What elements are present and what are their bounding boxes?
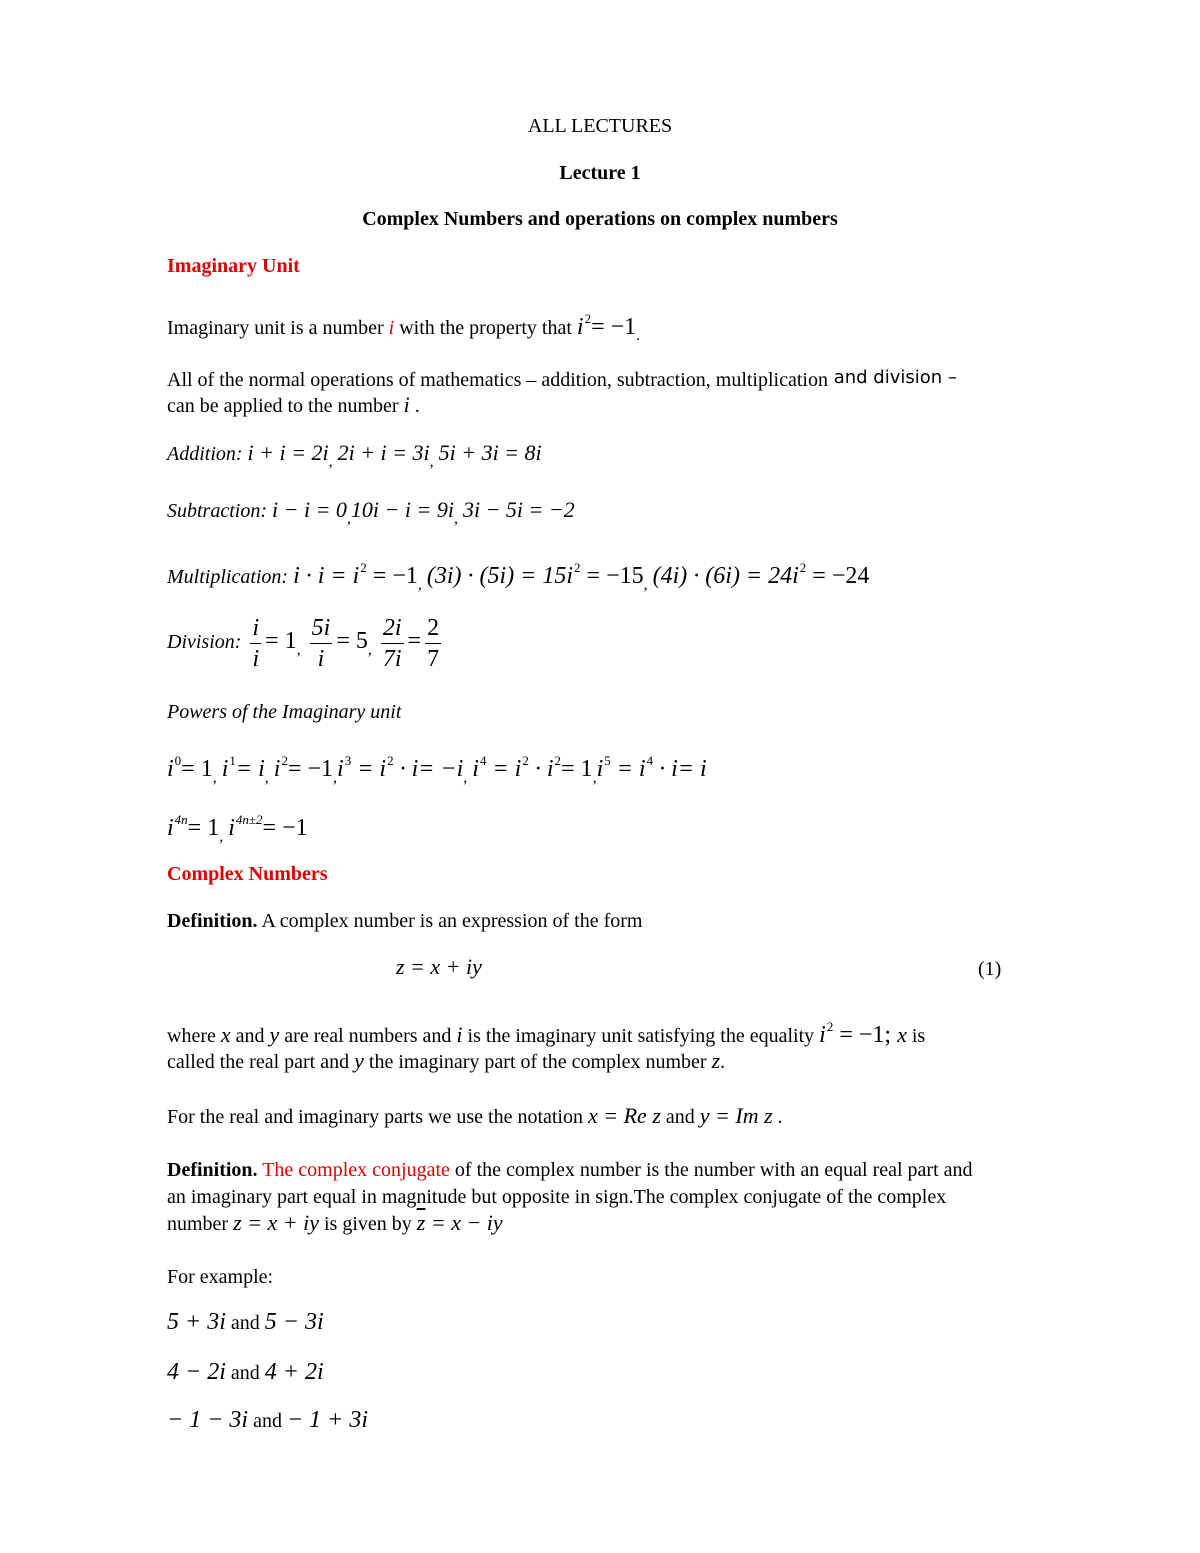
exponent: 2	[387, 753, 394, 768]
exponent: 2	[574, 560, 581, 575]
formula: z = x + iy	[396, 954, 482, 979]
exponent: 3	[344, 753, 352, 768]
symbol-x: x	[897, 1022, 907, 1047]
multiplication-result-2: = −15	[580, 563, 644, 589]
where-text: where	[167, 1025, 221, 1047]
section-heading-imaginary-unit: Imaginary Unit	[167, 255, 300, 277]
imaginary-part-notation: y = Im z	[699, 1103, 773, 1128]
definition-label: Definition.	[167, 1159, 258, 1181]
separator: ,	[643, 576, 648, 593]
denominator: i	[317, 645, 325, 672]
symbol-i: i	[167, 815, 174, 841]
symbol-i: i	[819, 1022, 826, 1048]
exponent: 2	[799, 560, 807, 575]
definition-text: is given by	[319, 1213, 417, 1235]
separator: ,	[429, 453, 434, 470]
multiplication-result-1: = −1	[366, 563, 418, 589]
where-line	[167, 1015, 925, 1048]
symbol-i: i	[472, 756, 479, 782]
division-fraction-3	[381, 613, 404, 674]
operations-text-2: can be applied to the number	[167, 395, 404, 417]
addition-example-2: 2i + i = 3i	[337, 440, 430, 465]
notation-text: For the real and imaginary parts we use the notation	[167, 1106, 588, 1128]
addition-example-3: 5i + 3i = 8i	[438, 440, 542, 465]
exponent: 1	[229, 753, 236, 768]
document-title: ALL LECTURES	[527, 115, 673, 137]
where-text: is	[906, 1025, 926, 1047]
called-text: called the real part and	[167, 1051, 355, 1073]
exponent: 0	[174, 753, 182, 768]
where-text: is the imaginary unit satisfying the equality	[462, 1025, 820, 1047]
powers-line-1: $i^0= 1_,$ $i^1= i_,$ $i^2= -1_,i^3 = i^2 \cdot i= -i_,$ $i^4 = i^2 \cdot i^2= 1_,i^5 = i^4 \cdot i= i$	[167, 753, 707, 786]
symbol-i: i	[273, 756, 281, 782]
denominator: 7	[427, 645, 440, 672]
powers-line-2	[167, 808, 308, 849]
multiplication-label: Multiplication:	[167, 566, 289, 588]
symbol-i: i	[388, 317, 395, 339]
exponent: 2	[360, 560, 367, 575]
and-text: and	[225, 1362, 265, 1384]
exponent: 4n±2	[235, 812, 263, 827]
complex-form-formula	[396, 955, 482, 980]
division-line	[167, 608, 445, 674]
numerator: i	[250, 613, 261, 644]
operations-text-tail: and division –	[827, 367, 957, 388]
formula-value: = −1	[591, 314, 637, 340]
lecture-number: Lecture 1	[559, 162, 641, 184]
multiplication-example-1: i · i = i	[293, 563, 360, 589]
symbol-i: i	[456, 1022, 463, 1047]
separator: ,	[219, 828, 224, 845]
exponent: 4	[479, 753, 487, 768]
separator: ,	[367, 641, 372, 658]
operations-text: All of the normal operations of mathematics – addition, subtraction, multiplication	[167, 369, 828, 391]
definition-text: Imaginary unit is a number	[167, 317, 389, 339]
multiplication-line	[167, 556, 869, 597]
lecture-subtitle: Complex Numbers and operations on complex numbers	[362, 208, 838, 230]
notation-text: and	[660, 1106, 700, 1128]
exponent: 4n	[174, 812, 188, 827]
and-text: and	[248, 1410, 287, 1432]
denominator: 7i	[382, 645, 402, 672]
equals-sign: =	[407, 628, 422, 654]
symbol-i: i	[403, 392, 410, 417]
period: .	[720, 1051, 726, 1073]
dot: ·	[528, 756, 547, 782]
called-line	[167, 1049, 725, 1074]
separator: ,	[296, 641, 301, 658]
factor: · i	[653, 756, 678, 782]
conjugate-example-1	[167, 1310, 324, 1335]
exponent: 2	[281, 753, 288, 768]
symbol-i: i	[337, 756, 344, 782]
symbol-i: i	[167, 756, 174, 782]
exponent: 2	[522, 753, 529, 768]
semicolon: ;	[884, 1022, 898, 1048]
separator: ,	[592, 769, 597, 786]
symbol-y: y	[354, 1048, 364, 1073]
complex-number: 5 + 3i	[167, 1309, 226, 1335]
definition-text: number	[167, 1213, 234, 1235]
power-value: = −1	[262, 815, 308, 841]
subtraction-example-2: 10i − i = 9i	[350, 497, 454, 522]
division-result-2: = 5	[336, 628, 368, 654]
conjugate-number: − 1 + 3i	[286, 1407, 369, 1433]
powers-heading: Powers of the Imaginary unit	[167, 701, 402, 723]
exponent: 5	[604, 753, 611, 768]
addition-example-1: i + i = 2i	[247, 440, 329, 465]
multiplication-result-3: = −24	[806, 563, 870, 589]
multiplication-example-2: (3i) · (5i) = 15i	[426, 563, 574, 589]
and-text: and	[225, 1312, 265, 1334]
section-heading-complex-numbers: Complex Numbers	[167, 863, 328, 885]
subtraction-example-1: i − i = 0	[272, 497, 347, 522]
definition-complex-number	[167, 909, 642, 933]
power-value: = −1	[287, 756, 334, 782]
complex-number: − 1 − 3i	[167, 1407, 249, 1433]
separator: ,	[212, 769, 217, 786]
division-fraction-2	[310, 613, 333, 674]
notation-line	[167, 1104, 783, 1129]
subtraction-line	[167, 498, 575, 531]
symbol-i: i	[221, 756, 229, 782]
factor: · i	[393, 756, 419, 782]
complex-number: 4 − 2i	[167, 1359, 226, 1385]
exponent: 2	[554, 753, 562, 768]
subtraction-label: Subtraction:	[167, 500, 267, 522]
symbol-i: i	[576, 314, 584, 340]
conjugate-definition-line-2: an imaginary part equal in magnitude but opposite in sign.The complex conjugate of the complex	[167, 1186, 947, 1208]
division-result-fraction-3	[425, 613, 441, 674]
complex-number-formula: z = x + iy	[233, 1210, 319, 1235]
division-result-1: = 1	[265, 628, 297, 654]
definition-text: of the complex number is the number with an equal real part and	[449, 1159, 973, 1181]
symbol-i: i	[228, 815, 235, 841]
conjugate-symbol: $\overline{z}$	[416, 1210, 426, 1235]
period: .	[772, 1106, 783, 1128]
separator: ,	[264, 769, 269, 786]
conjugate-example-3	[167, 1408, 368, 1433]
multiplication-example-3: (4i) · (6i) = 24i	[652, 563, 799, 589]
numerator: 5i	[310, 613, 333, 644]
division-fraction-1	[250, 613, 261, 674]
addition-line	[167, 441, 542, 474]
called-text: the imaginary part of the complex number	[363, 1051, 712, 1073]
where-text: are real numbers and	[279, 1025, 457, 1047]
symbol-z: z	[711, 1048, 721, 1073]
symbol-y: y	[269, 1022, 280, 1047]
operations-text-line-1	[167, 366, 957, 392]
definition-text-2: with the property that	[394, 317, 577, 339]
conjugate-formula: = x − iy	[425, 1210, 503, 1235]
example-label: For example:	[167, 1266, 274, 1288]
power-value: = −i	[418, 756, 464, 782]
conjugate-term: The complex conjugate	[257, 1159, 450, 1181]
separator: ,	[463, 769, 468, 786]
symbol-i: i	[596, 756, 604, 782]
conjugate-definition-line-1	[167, 1158, 973, 1182]
equation-number: (1)	[978, 958, 1002, 980]
separator: ,	[333, 769, 338, 786]
separator: ,	[417, 576, 422, 593]
addition-label: Addition:	[167, 443, 243, 465]
separator: ,	[453, 510, 458, 527]
definition-label: Definition.	[167, 910, 258, 932]
operations-text-line-2	[167, 393, 420, 418]
exponent: 4	[646, 753, 654, 768]
conjugate-definition-line-3	[167, 1211, 503, 1236]
denominator: i	[252, 645, 260, 672]
where-text: and	[230, 1025, 270, 1047]
exponent: 2	[584, 311, 592, 326]
division-label: Division:	[167, 631, 242, 653]
real-part-notation: x = Re z	[588, 1103, 661, 1128]
symbol-x: x	[220, 1022, 231, 1047]
conjugate-number: 4 + 2i	[264, 1359, 324, 1385]
subtraction-example-3: 3i − 5i = −2	[462, 497, 575, 522]
power-value: = i	[677, 756, 707, 782]
definition-text: A complex number is an expression of the form	[257, 910, 643, 932]
power-value: = 1	[561, 756, 593, 782]
conjugate-example-2	[167, 1360, 324, 1385]
symbol-i: i	[546, 756, 554, 782]
equality: = −1	[833, 1022, 885, 1048]
numerator: 2	[425, 613, 441, 644]
exponent: 2	[826, 1019, 834, 1034]
conjugate-number: 5 − 3i	[264, 1309, 324, 1335]
numerator: 2i	[381, 613, 404, 644]
period: .	[409, 395, 420, 417]
power-value: = 1	[187, 815, 220, 841]
power-value: = i	[235, 756, 265, 782]
separator: ,	[346, 510, 351, 527]
separator: ,	[328, 453, 333, 470]
imaginary-unit-definition: Imaginary unit is a number i with the property that $i^2= -1_.$	[167, 311, 641, 344]
power-value: = 1	[181, 756, 213, 782]
